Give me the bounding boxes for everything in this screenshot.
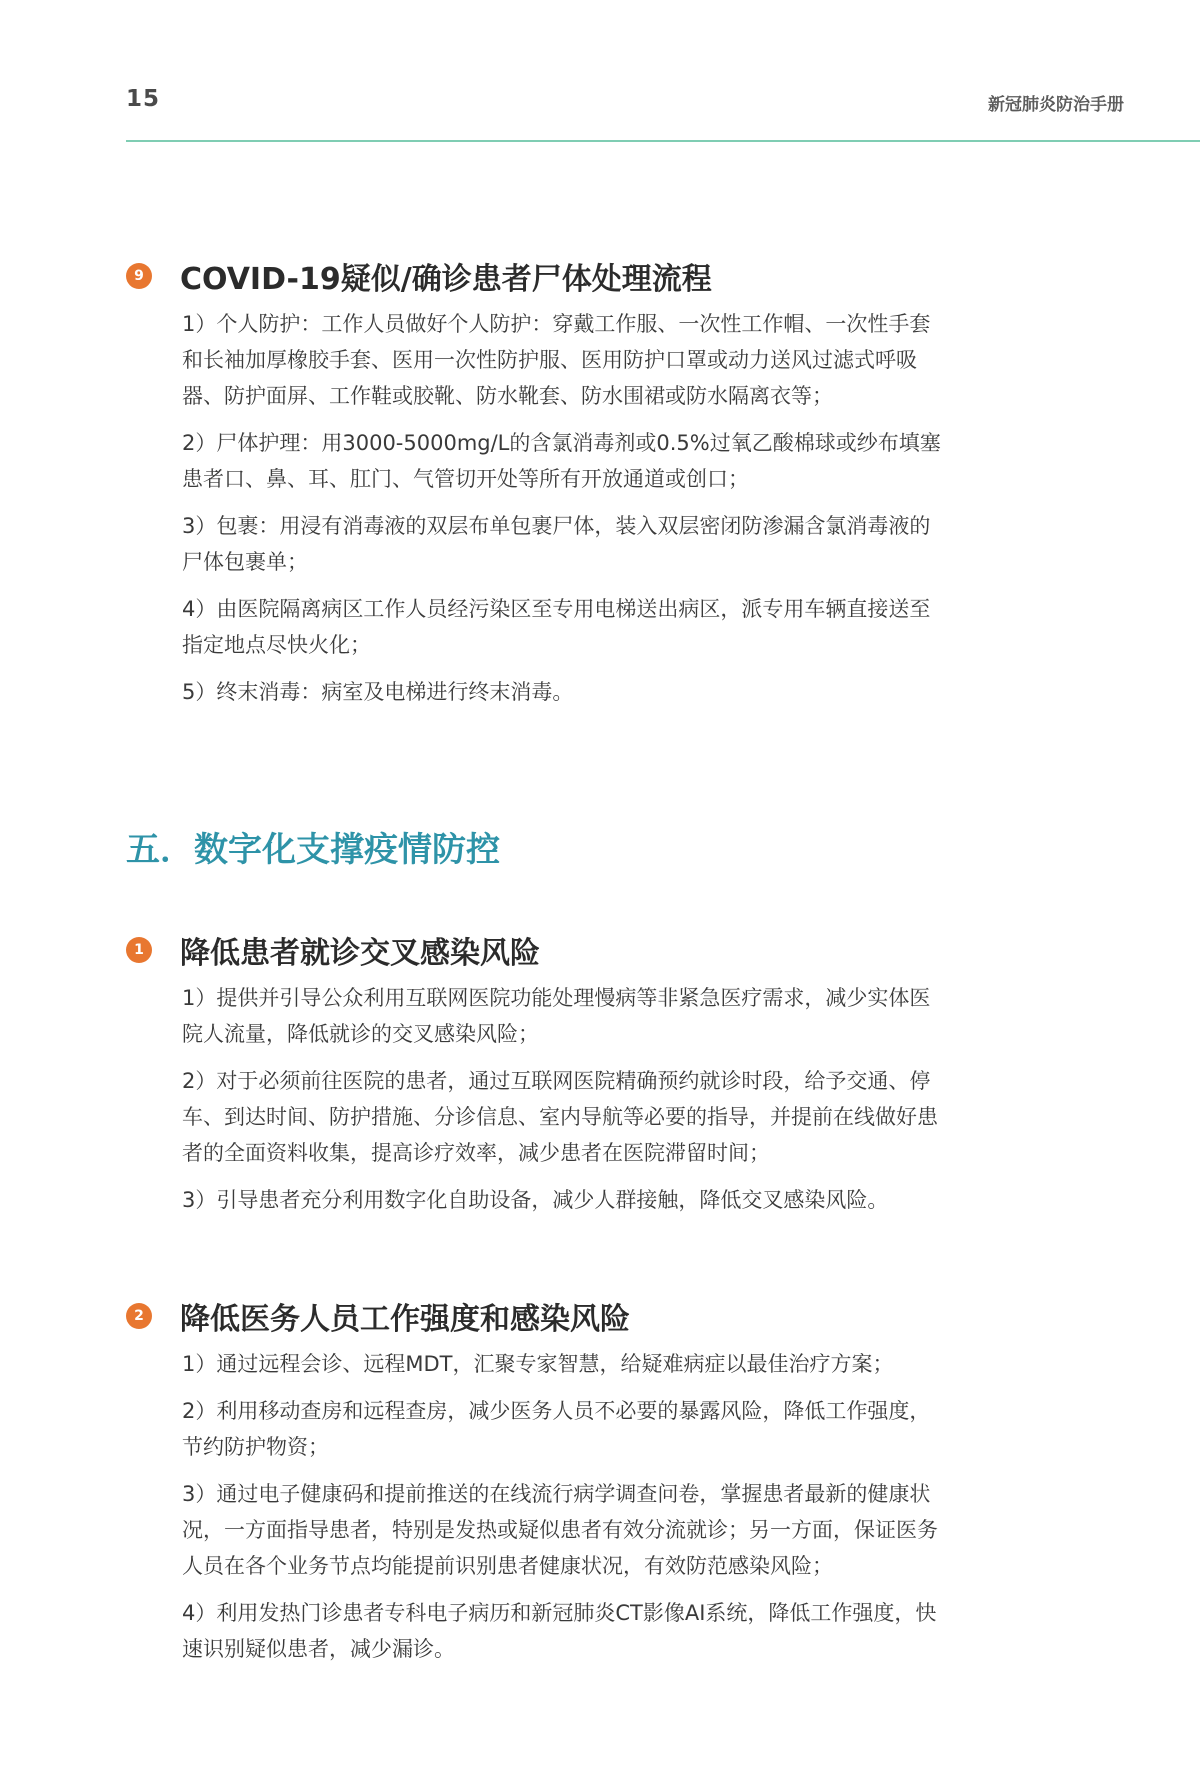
- subsection-2-title: 降低医务人员工作强度和感染风险: [180, 1302, 630, 1337]
- paragraph: 3）通过电子健康码和提前推送的在线流行病学调查问卷，掌握患者最新的健康状况，一方面指导患者，特别是发热或疑似患者有效分流就诊；另一方面，保证医务人员在各个业务节点均能提前识别患者健康状况，有效防范感染风险；: [182, 1482, 938, 1578]
- section-9: [126, 252, 946, 721]
- section-9-heading: [126, 252, 946, 300]
- paragraph: 5）终末消毒：病室及电梯进行终末消毒。: [182, 680, 574, 704]
- header-divider: [126, 140, 1200, 142]
- subsection-1: [126, 926, 946, 1229]
- page-number: 15: [126, 86, 161, 112]
- subsection-1-heading: [126, 926, 946, 974]
- paragraph: 2）对于必须前往医院的患者，通过互联网医院精确预约就诊时段，给予交通、停车、到达时间、防护措施、分诊信息、室内导航等必要的指导，并提前在线做好患者的全面资料收集，提高诊疗效率，减少患者在医院滞留时间；: [182, 1069, 938, 1165]
- subsection-2: [126, 1292, 946, 1678]
- subsection-1-body: [182, 980, 942, 1218]
- paragraph: 2）尸体护理：用3000-5000mg/L的含氯消毒剂或0.5%过氧乙酸棉球或纱布填塞患者口、鼻、耳、肛门、气管切开处等所有开放通道或创口；: [182, 431, 941, 491]
- paragraph: 3）包裹：用浸有消毒液的双层布单包裹尸体，装入双层密闭防渗漏含氯消毒液的尸体包裹单；: [182, 514, 931, 574]
- subsection-2-body: [182, 1346, 942, 1667]
- paragraph: 1）个人防护：工作人员做好个人防护：穿戴工作服、一次性工作帽、一次性手套和长袖加厚橡胶手套、医用一次性防护服、医用防护口罩或动力送风过滤式呼吸器、防护面屏、工作鞋或胶靴、防水靴套、防水围裙或防水隔离衣等；: [182, 312, 931, 408]
- paragraph: 4）利用发热门诊患者专科电子病历和新冠肺炎CT影像AI系统，降低工作强度，快速识别疑似患者，减少漏诊。: [182, 1601, 937, 1661]
- subsection-1-title: 降低患者就诊交叉感染风险: [180, 936, 540, 971]
- paragraph: 3）引导患者充分利用数字化自助设备，减少人群接触，降低交叉感染风险。: [182, 1188, 889, 1212]
- paragraph: 1）提供并引导公众利用互联网医院功能处理慢病等非紧急医疗需求，减少实体医院人流量，降低就诊的交叉感染风险；: [182, 986, 931, 1046]
- number-badge-icon: 2: [126, 1303, 152, 1329]
- section-9-title: COVID-19疑似/确诊患者尸体处理流程: [180, 262, 712, 297]
- subsection-2-heading: [126, 1292, 946, 1340]
- number-badge-icon: 1: [126, 937, 152, 963]
- number-badge-icon: 9: [126, 263, 152, 289]
- paragraph: 2）利用移动查房和远程查房，减少医务人员不必要的暴露风险，降低工作强度，节约防护物资；: [182, 1399, 931, 1459]
- chapter-title: 五．数字化支撑疫情防控: [126, 830, 500, 870]
- paragraph: 4）由医院隔离病区工作人员经污染区至专用电梯送出病区，派专用车辆直接送至指定地点尽快火化；: [182, 597, 931, 657]
- paragraph: 1）通过远程会诊、远程MDT，汇聚专家智慧，给疑难病症以最佳治疗方案；: [182, 1352, 894, 1376]
- section-9-body: [182, 306, 942, 710]
- running-title: 新冠肺炎防治手册: [988, 95, 1124, 115]
